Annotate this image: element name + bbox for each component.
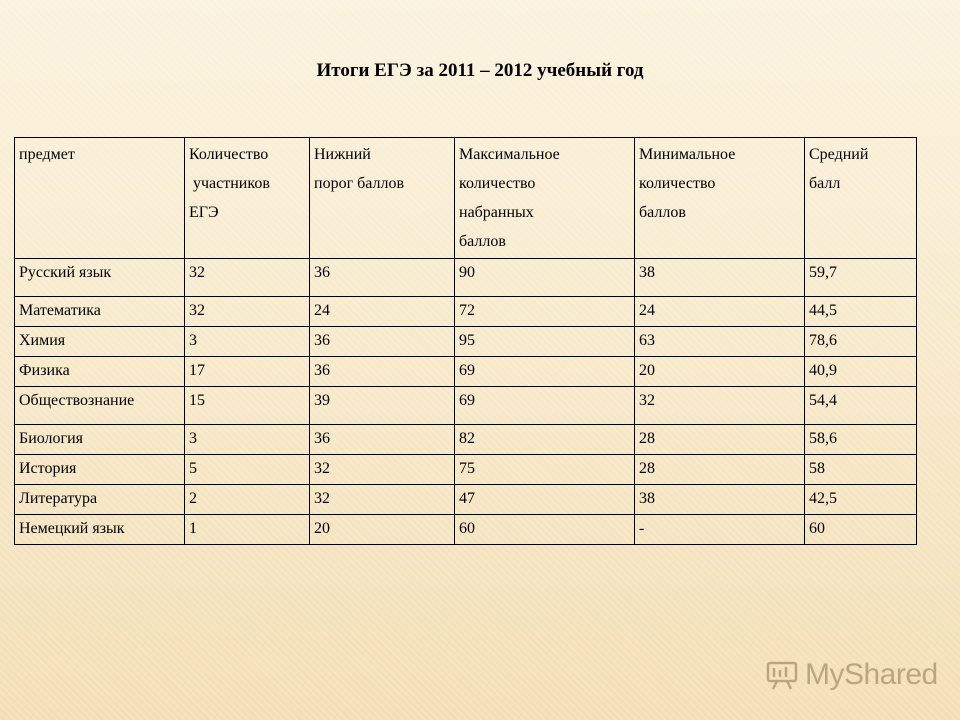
table-row (15, 455, 917, 485)
cell-participants: 3 (185, 425, 310, 455)
cell-min-score: 20 (635, 357, 805, 387)
header-average-score: Средний балл (805, 138, 917, 259)
table-row (15, 357, 917, 387)
cell-lower-threshold: 24 (310, 297, 455, 327)
table-row (15, 485, 917, 515)
cell-participants: 15 (185, 387, 310, 425)
cell-participants: 1 (185, 515, 310, 545)
cell-min-score: 38 (635, 259, 805, 297)
cell-max-score: 60 (455, 515, 635, 545)
header-max-score: Максимальное количество набранных баллов (455, 138, 635, 259)
cell-subject: Физика (15, 357, 185, 387)
cell-participants: 32 (185, 297, 310, 327)
table-row (15, 425, 917, 455)
cell-max-score: 69 (455, 387, 635, 425)
cell-lower-threshold: 36 (310, 327, 455, 357)
table-row (15, 297, 917, 327)
cell-average-score: 59,7 (805, 259, 917, 297)
header-subject: предмет (15, 138, 185, 259)
header-min-score: Минимальное количество баллов (635, 138, 805, 259)
watermark-logo (765, 655, 938, 695)
cell-subject: Химия (15, 327, 185, 357)
watermark-text: MyShared (805, 658, 938, 691)
cell-min-score: 63 (635, 327, 805, 357)
cell-max-score: 72 (455, 297, 635, 327)
table-row (15, 327, 917, 357)
cell-participants: 5 (185, 455, 310, 485)
cell-subject: Литература (15, 485, 185, 515)
cell-subject: История (15, 455, 185, 485)
table-row (15, 387, 917, 425)
cell-average-score: 78,6 (805, 327, 917, 357)
cell-participants: 2 (185, 485, 310, 515)
table-header-row (15, 138, 917, 259)
header-participants: Количество участников ЕГЭ (185, 138, 310, 259)
cell-participants: 32 (185, 259, 310, 297)
table-row (15, 515, 917, 545)
cell-average-score: 44,5 (805, 297, 917, 327)
cell-average-score: 60 (805, 515, 917, 545)
cell-min-score: 28 (635, 455, 805, 485)
cell-min-score: 38 (635, 485, 805, 515)
cell-average-score: 54,4 (805, 387, 917, 425)
cell-min-score: - (635, 515, 805, 545)
cell-average-score: 58,6 (805, 425, 917, 455)
cell-subject: Русский язык (15, 259, 185, 297)
cell-lower-threshold: 36 (310, 259, 455, 297)
cell-average-score: 42,5 (805, 485, 917, 515)
results-table (14, 137, 917, 545)
cell-max-score: 90 (455, 259, 635, 297)
cell-lower-threshold: 32 (310, 455, 455, 485)
cell-lower-threshold: 20 (310, 515, 455, 545)
cell-average-score: 58 (805, 455, 917, 485)
page-title: Итоги ЕГЭ за 2011 – 2012 учебный год (316, 60, 644, 81)
cell-max-score: 47 (455, 485, 635, 515)
cell-lower-threshold: 36 (310, 357, 455, 387)
table-row (15, 259, 917, 297)
cell-max-score: 69 (455, 357, 635, 387)
header-lower-threshold: Нижний порог баллов (310, 138, 455, 259)
cell-min-score: 24 (635, 297, 805, 327)
cell-lower-threshold: 32 (310, 485, 455, 515)
cell-subject: Немецкий язык (15, 515, 185, 545)
cell-subject: Обществознание (15, 387, 185, 425)
cell-participants: 17 (185, 357, 310, 387)
cell-min-score: 28 (635, 425, 805, 455)
cell-participants: 3 (185, 327, 310, 357)
cell-max-score: 82 (455, 425, 635, 455)
cell-max-score: 75 (455, 455, 635, 485)
cell-subject: Математика (15, 297, 185, 327)
cell-max-score: 95 (455, 327, 635, 357)
cell-min-score: 32 (635, 387, 805, 425)
cell-lower-threshold: 39 (310, 387, 455, 425)
cell-subject: Биология (15, 425, 185, 455)
projector-screen-icon (765, 658, 799, 692)
cell-lower-threshold: 36 (310, 425, 455, 455)
cell-average-score: 40,9 (805, 357, 917, 387)
